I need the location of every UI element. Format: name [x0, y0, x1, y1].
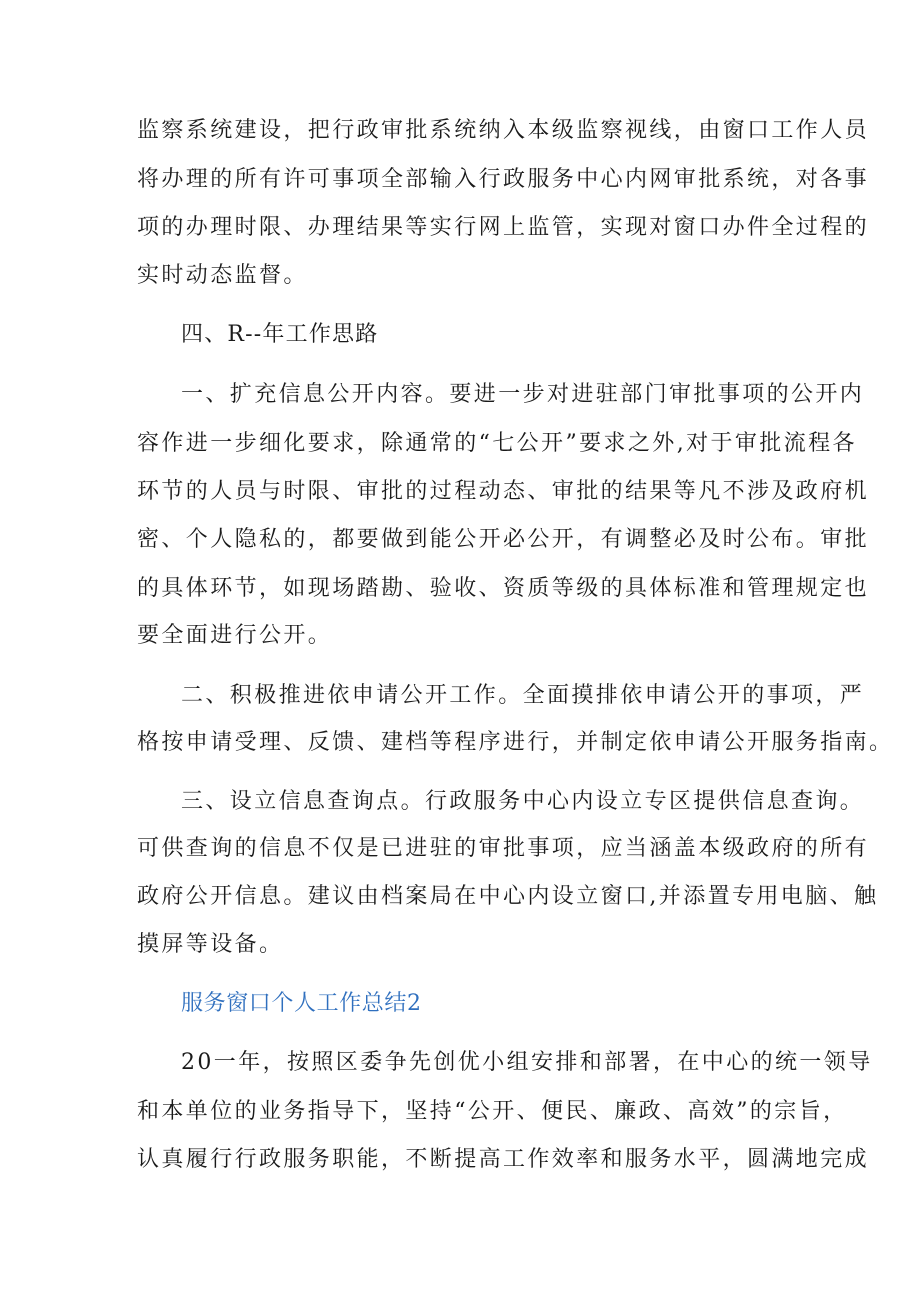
paragraph-line: 项的办理时限、办理结果等实行网上监管，实现对窗口办件全过程的 — [137, 215, 870, 240]
paragraph-line: 三、设立信息查询点。行政服务中心内设立专区提供信息查询。 — [181, 789, 865, 814]
section-heading: 四、R--年工作思路 — [181, 322, 379, 347]
paragraph-line: 密、个人隐私的，都要做到能公开必公开，有调整必及时公布。审批 — [137, 527, 870, 552]
paragraph-line: 20一年，按照区委争先创优小组安排和部署，在中心的统一领导 — [181, 1050, 873, 1075]
section-subtitle: 服务窗口个人工作总结2 — [181, 991, 422, 1016]
paragraph-line: 实时动态监督。 — [137, 263, 308, 288]
paragraph-line: 政府公开信息。建议由档案局在中心内设立窗口,并添置专用电脑、触 — [137, 884, 879, 909]
paragraph-line: 环节的人员与时限、审批的过程动态、审批的结果等凡不涉及政府机 — [137, 479, 870, 504]
paragraph-line: 监察系统建设，把行政审批系统纳入本级监察视线，由窗口工作人员 — [137, 118, 870, 143]
paragraph-line: 格按申请受理、反馈、建档等程序进行，并制定依申请公开服务指南。 — [137, 730, 894, 755]
paragraph-line: 的具体环节，如现场踏勘、验收、资质等级的具体标准和管理规定也 — [137, 576, 870, 601]
paragraph-line: 要全面进行公开。 — [137, 623, 333, 648]
paragraph-line: 二、积极推进依申请公开工作。全面摸排依申请公开的事项，严 — [181, 683, 865, 708]
paragraph-line: 容作进一步细化要求，除通常的“七公开”要求之外,对于审批流程各 — [137, 431, 857, 456]
paragraph-line: 将办理的所有许可事项全部输入行政服务中心内网审批系统，对各事 — [137, 167, 870, 192]
paragraph-line: 可供查询的信息不仅是已进驻的审批事项，应当涵盖本级政府的所有 — [137, 836, 870, 861]
paragraph-line: 摸屏等设备。 — [137, 932, 284, 957]
paragraph-line: 一、扩充信息公开内容。要进一步对进驻部门审批事项的公开内 — [181, 382, 865, 407]
paragraph-line: 认真履行行政服务职能，不断提高工作效率和服务水平，圆满地完成 — [137, 1147, 870, 1172]
paragraph-line: 和本单位的业务指导下，坚持“公开、便民、廉政、高效”的宗旨， — [137, 1099, 848, 1124]
